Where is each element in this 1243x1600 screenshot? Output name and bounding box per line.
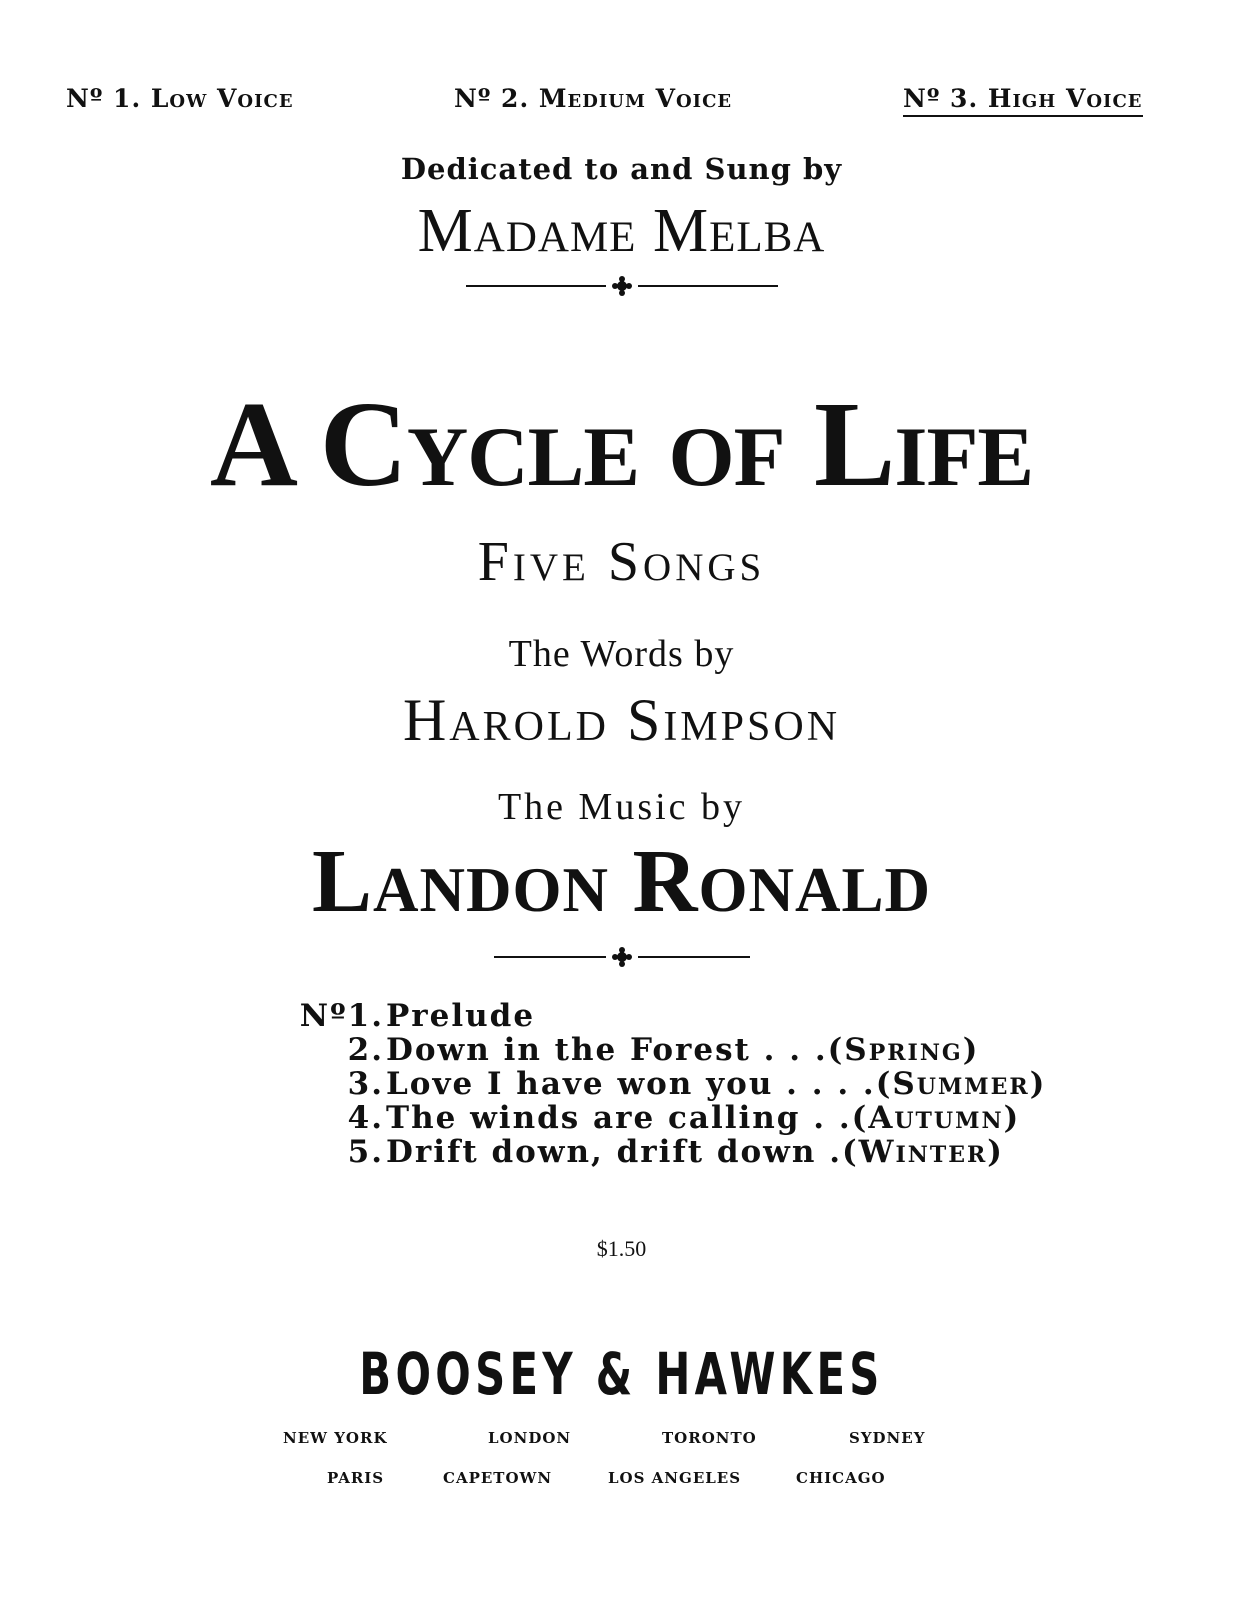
voice-edition-low: Nº 1. Low Voice xyxy=(66,84,294,113)
list-item xyxy=(278,1032,1046,1066)
voice-edition-medium: Nº 2. Medium Voice xyxy=(454,84,733,113)
dedicatee-name: Madame Melba xyxy=(417,197,826,265)
song-title: Down in the Forest . . . xyxy=(386,1032,828,1068)
publisher-city: NEW YORK xyxy=(283,1429,388,1447)
list-item xyxy=(278,998,1046,1032)
publisher-city: TORONTO xyxy=(662,1429,757,1447)
words-by-label: The Words by xyxy=(508,633,735,675)
music-by-label: The Music by xyxy=(497,786,746,828)
song-number: 3. xyxy=(347,1066,384,1102)
list-item xyxy=(278,1134,1046,1168)
publisher-city: PARIS xyxy=(327,1469,385,1487)
publisher-name: BOOSEY & HAWKES xyxy=(359,1340,884,1408)
song-title: Love I have won you . . . . xyxy=(386,1066,876,1102)
publisher-city: LONDON xyxy=(488,1429,572,1447)
song-season: (Winter) xyxy=(842,1134,1004,1170)
dedication-line: Dedicated to and Sung by xyxy=(400,152,843,186)
price: $1.50 xyxy=(596,1236,647,1261)
lyricist-name: Harold Simpson xyxy=(402,687,841,753)
song-number: 4. xyxy=(347,1100,384,1136)
song-number: 2. xyxy=(347,1032,384,1068)
list-item xyxy=(278,1066,1046,1100)
flower-ornament-icon xyxy=(0,276,1243,296)
song-list xyxy=(278,998,1046,1168)
song-season: (Spring) xyxy=(827,1032,980,1068)
song-number: 5. xyxy=(347,1134,384,1170)
song-title: Prelude xyxy=(386,998,536,1034)
flower-ornament-icon xyxy=(0,947,1243,967)
publisher-city: CAPETOWN xyxy=(443,1469,553,1487)
list-item xyxy=(278,1100,1046,1134)
song-title: The winds are calling . . xyxy=(386,1100,852,1136)
song-season: (Summer) xyxy=(875,1066,1047,1102)
song-title: Drift down, drift down . xyxy=(386,1134,842,1170)
composer-name: Landon Ronald xyxy=(311,832,932,931)
publisher-city: CHICAGO xyxy=(796,1469,886,1487)
publisher-city: SYDNEY xyxy=(849,1429,926,1447)
subtitle: Five Songs xyxy=(477,531,766,593)
song-number: Nº1. xyxy=(299,998,384,1034)
voice-edition-high: Nº 3. High Voice xyxy=(903,84,1143,117)
song-season: (Autumn) xyxy=(851,1100,1021,1136)
publisher-city: LOS ANGELES xyxy=(608,1469,742,1487)
song-cycle-title: A Cycle of Life xyxy=(209,377,1034,512)
